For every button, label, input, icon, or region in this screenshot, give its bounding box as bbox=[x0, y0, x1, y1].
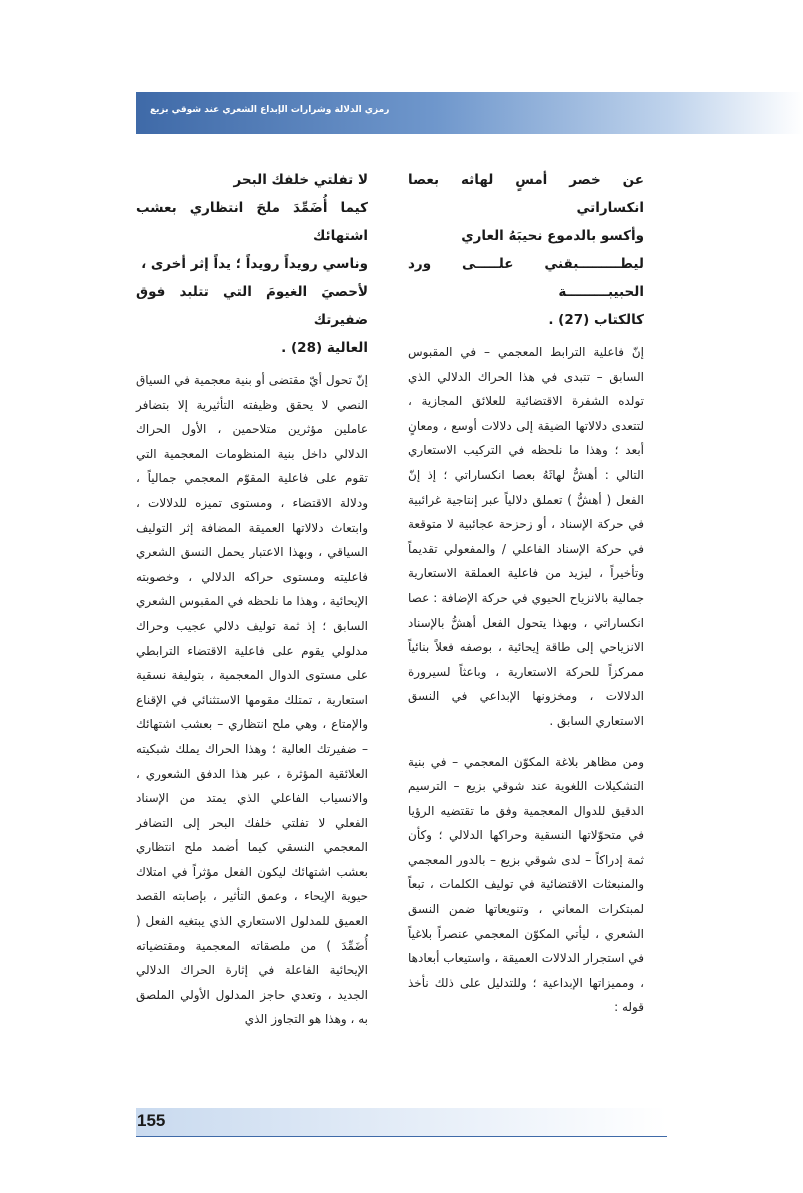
poem-line: عن خصر أمسٍ لهاثه بعصا انكساراتي bbox=[408, 172, 644, 216]
poem-line: وأكسو بالدموع نحيبَهُ العاري bbox=[461, 228, 644, 244]
poem-line: كالكتاب (27) . bbox=[548, 312, 644, 328]
poem-line: ليطـــــــــبقني علـــــى ورد الحبيبـــــــــة bbox=[408, 256, 644, 300]
poem-line: كيما أُضَمِّدَ ملحَ انتظاري بعشب اشتهائك bbox=[136, 200, 368, 244]
footer-divider bbox=[136, 1136, 667, 1137]
running-header-band bbox=[136, 92, 803, 134]
running-header-title: رمزي الدلالة وشرارات الإبداع الشعري عند شوقي بزيع bbox=[150, 105, 390, 115]
right-text-column bbox=[408, 166, 644, 1020]
page-number-band bbox=[136, 1108, 667, 1136]
page-number: 155 bbox=[137, 1111, 166, 1130]
poem-line: وناسي رويداً رويداً ؛ يداً إثر أخرى ، bbox=[141, 256, 368, 272]
poem-line: لا تفلتي خلفك البحر bbox=[233, 172, 368, 188]
poem-line: العالية (28) . bbox=[281, 340, 368, 356]
body-paragraph: إنّ تحول أيّ مقتضى أو بنية معجمية في السياق النصي لا يحقق وظيفته التأثيرية إلا بتضافر عاملين مؤثرين متلاحمين ، الأول الحراك الدلالي داخل بنية المنظومات المعجمية التي تقوم على فاعلية المقوّم المعجمي جمالياً ، ودلالة الاقتضاء ، ومستوى تميزه للدلالات ، وابتعاث دلالاتها العميقة المضافة إثر التوليف السياقي ، وبهذا الاعتبار يحمل النسق الشعري فاعليته ومستوى حراكه الدلالي ، وخصوبته الإيحائية ، وهذا ما نلحظه في المقبوس الشعري السابق ؛ إذ ثمة توليف دلالي عجيب وحراك مدلولي يقوم على فاعلية الاقتضاء الترابطي على مستوى الدوال المعجمية ، بتوليفة نسقية استعارية ، تمتلك مقومها الاستثنائي في الإقناع والإمتاع ، وهي ملح انتظاري – بعشب اشتهائك – ضفيرتك العالية ؛ وهذا الحراك يملك شبكيته العلائقية المؤثرة ، عبر هذا الدفق الشعوري ، والانسياب الفاعلي الذي يمتد من الإسناد الفعلي لا تفلتي خلفك البحر إلى التضافر المعجمي النسقي كيما أضمد ملح انتظاري بعشب اشتهائك ليكون الفعل مؤثراً في امتلاك حيوية الإيحاء ، وعمق التأثير ، بإصابته القصد العميق للمدلول الاستعاري الذي يبتغيه الفعل ( أُضَمِّدَ ) من ملصقاته المعجمية ومقتضياته الإيحائية الفاعلة في إثارة الحراك الدلالي الجديد ، وتعدي حاجز المدلول الأولي الملصق به ، وهذا هو التجاوز الذي bbox=[136, 373, 368, 1027]
poem-line: لأحصيَ الغيومَ التي تتلبد فوق ضفيرتك bbox=[136, 284, 368, 328]
body-paragraph: ومن مظاهر بلاغة المكوّن المعجمي – في بنية التشكيلات اللغوية عند شوقي بزيع – الترسيم الدقيق للدوال المعجمية وفق ما تقتضيه الرؤيا في متحوّلاتها النسقية وحراكها الدلالي ؛ وكأن ثمة إدراكاً – لدى شوقي بزيع – بالدور المعجمي والمنبعثات الاقتضائية في توليف الكلمات ، تبعاً لمبتكرات المعاني ، وتنويعاتها ضمن النسق الشعري ، ليأتي المكوّن المعجمي عنصراً بلاغياً في استجرار الدلالات العميقة ، واستيعاب أبعادها ، ومميزاتها الإبداعية ؛ وللتدليل على ذلك نأخذ قوله : bbox=[408, 754, 644, 1015]
left-text-column bbox=[136, 166, 368, 1032]
body-paragraph: إنّ فاعلية الترابط المعجمي – في المقبوس السابق – تتبدى في هذا الحراك الدلالي الذي تولده الشفرة الاقتضائية للعلائق المجازية ، لتتعدى دلالاتها الضيقة إلى دلالات أوسع ، ومعانٍ أبعد ؛ وهذا ما نلحظه في التركيب الاستعاري التالي : أهشُّ لهاثَهُ بعصا انكساراتي ؛ إذ إنّ الفعل ( أهشُّ ) تعملق دلالياً عبر إنتاجية غرائبية في حركة الإسناد ، أو زحزحة عجائبية لا متوقعة في حركة الإسناد الفاعلي / والمفعولي تقديماً وتأخيراً ، ليزيد من فاعلية العملقة الاستعارية جمالية بالانزياح الحيوي في حركة الإضافة : عصا انكساراتي ، وبهذا يتحول الفعل أهشُّ بالإسناد الانزياحي إلى طاقة إيحائية ، بوصفه فعلاً بنائياً ممركزاً للحركة الاستعارية ، وباعثاً لسيرورة الدلالات ، ومخزونها الإبداعي في النسق الاستعاري السابق . bbox=[408, 345, 644, 728]
